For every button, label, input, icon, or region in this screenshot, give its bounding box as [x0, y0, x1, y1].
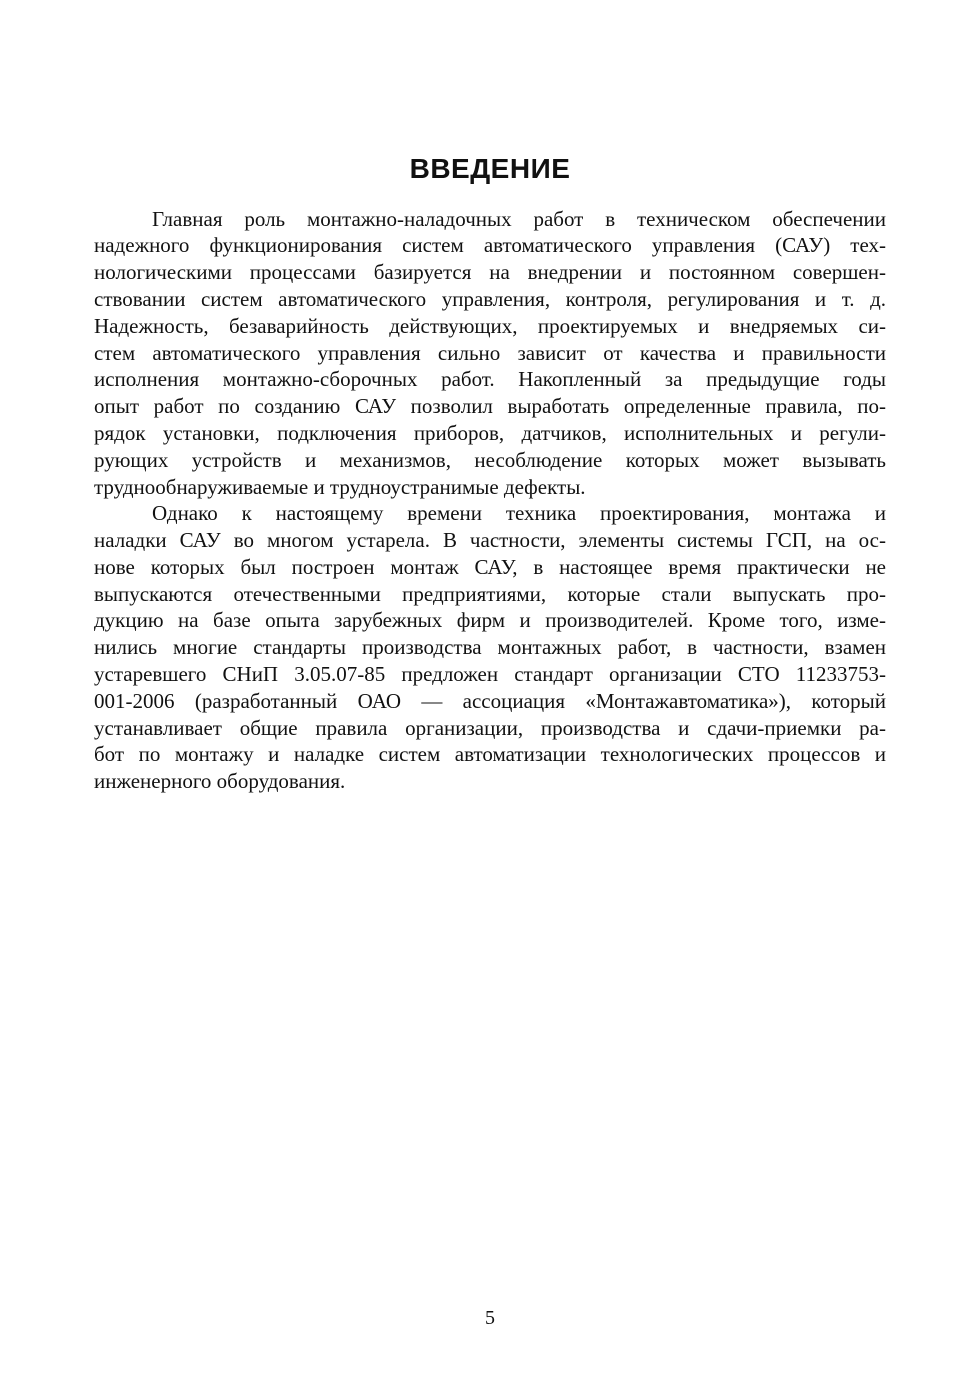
text-line: Надежность, безаварийность действующих, проектируемых и внедряемых си- — [94, 314, 886, 338]
text-line: рядок установки, подключения приборов, датчиков, исполнительных и регули- — [94, 421, 886, 445]
text-line: нологическими процессами базируется на внедрении и постоянном совершен- — [94, 260, 886, 284]
text-line: надежного функционирования систем автоматического управления (САУ) тех- — [94, 233, 886, 257]
text-line: инженерного оборудования. — [94, 769, 346, 793]
text-line: наладки САУ во многом устарела. В частности, элементы системы ГСП, на ос- — [94, 528, 886, 552]
text-line: нились многие стандарты производства монтажных работ, в частности, взамен — [94, 635, 886, 659]
text-line: выпускаются отечественными предприятиями, которые стали выпускать про- — [94, 582, 886, 606]
text-line: нове которых был построен монтаж САУ, в настоящее время практически не — [94, 555, 886, 579]
text-line: Однако к настоящему времени техника проектирования, монтажа и — [152, 501, 886, 525]
text-line: Главная роль монтажно-наладочных работ в техническом обеспечении — [152, 207, 886, 231]
text-line: устаревшего СНиП 3.05.07-85 предложен стандарт организации СТО 11233753- — [94, 662, 886, 686]
text-line: 001-2006 (разработанный ОАО — ассоциация «Монтажавтоматика»), который — [94, 689, 886, 713]
page-number: 5 — [485, 1307, 495, 1329]
text-line: опыт работ по созданию САУ позволил выработать определенные правила, по- — [94, 394, 886, 418]
text-line: рующих устройств и механизмов, несоблюдение которых может вызывать — [94, 448, 886, 472]
text-line: дукцию на базе опыта зарубежных фирм и производителей. Кроме того, изме- — [94, 608, 886, 632]
text-line: бот по монтажу и наладке систем автоматизации технологических процессов и — [94, 742, 886, 766]
text-line: исполнения монтажно-сборочных работ. Накопленный за предыдущие годы — [94, 367, 886, 391]
text-line: ствовании систем автоматического управления, контроля, регулирования и т. д. — [94, 287, 886, 311]
text-line: труднообнаруживаемые и трудноустранимые дефекты. — [94, 475, 586, 499]
text-line: стем автоматического управления сильно зависит от качества и правильности — [94, 341, 886, 365]
page-title: ВВЕДЕНИЕ — [409, 153, 571, 184]
text-line: устанавливает общие правила организации, производства и сдачи-приемки ра- — [94, 716, 886, 740]
